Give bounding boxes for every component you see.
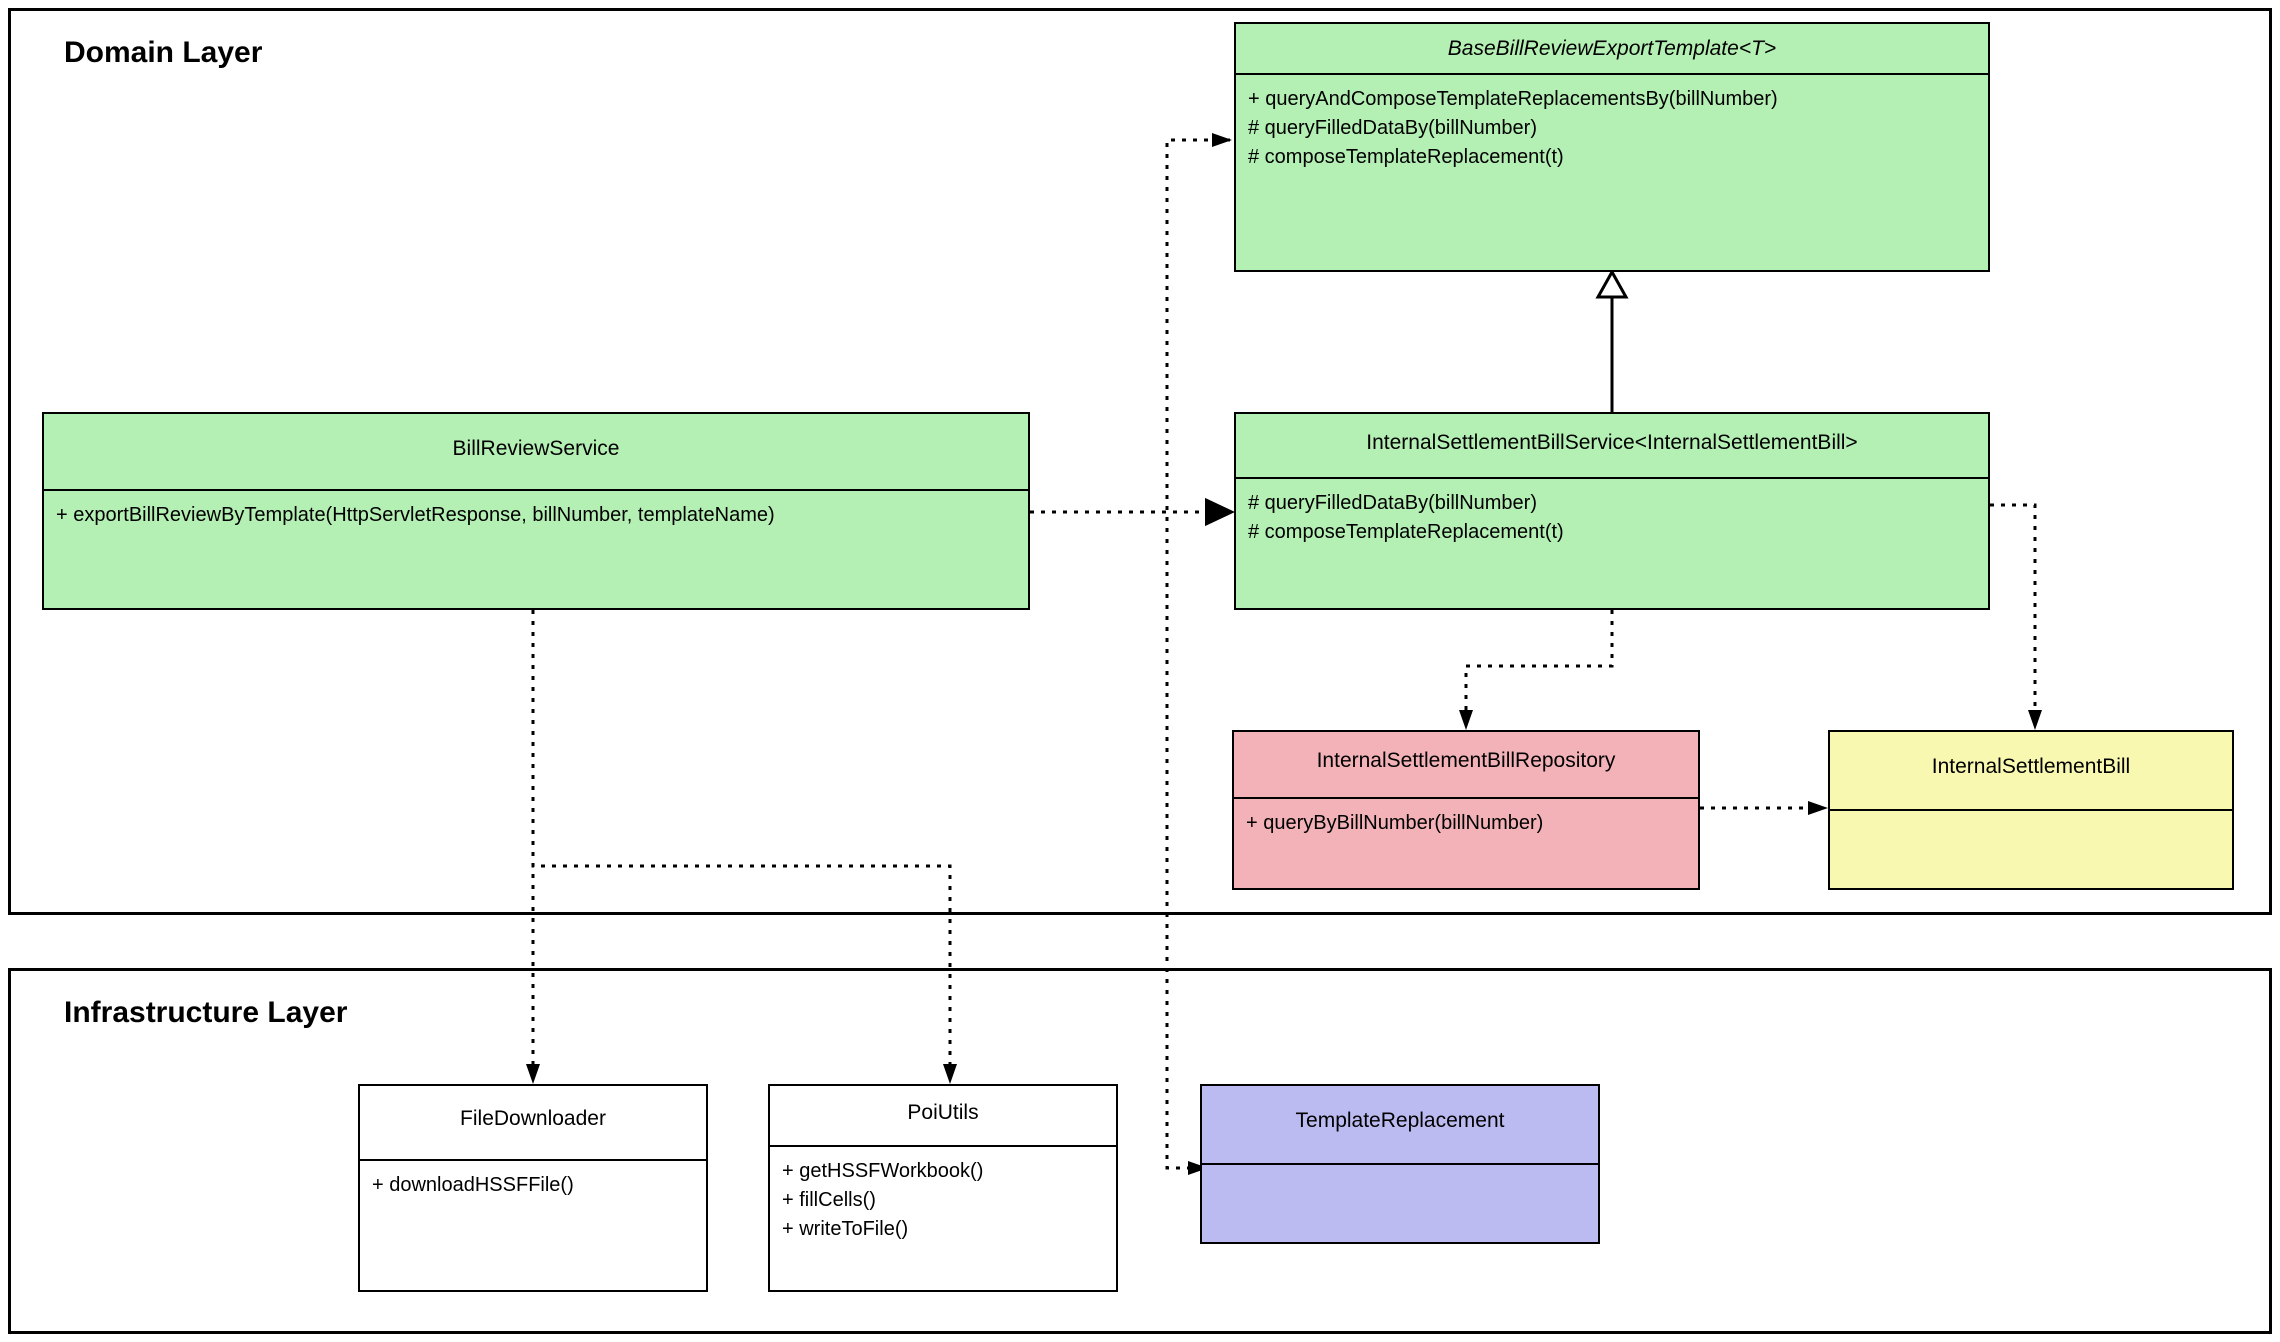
class-members	[1236, 75, 1988, 270]
class-title: PoiUtils	[907, 1101, 979, 1124]
class-internal-settlement-bill[interactable]	[1828, 730, 2234, 890]
class-title: BaseBillReviewExportTemplate<T>	[1447, 37, 1777, 60]
class-title: FileDownloader	[460, 1107, 606, 1130]
class-members	[1202, 1165, 1598, 1242]
class-template-replacement[interactable]	[1200, 1084, 1600, 1244]
class-poi-utils[interactable]	[768, 1084, 1118, 1292]
class-title: TemplateReplacement	[1295, 1109, 1505, 1132]
class-member: + downloadHSSFFile()	[372, 1174, 574, 1197]
class-member: # composeTemplateReplacement(t)	[1248, 521, 1564, 544]
class-title: BillReviewService	[452, 437, 620, 460]
class-file-downloader[interactable]	[358, 1084, 708, 1292]
layer-infrastructure	[8, 968, 2272, 1334]
layer-domain-title: Domain Layer	[64, 36, 263, 69]
class-members	[1830, 811, 2232, 888]
class-title: InternalSettlementBill	[1931, 755, 2131, 778]
class-members	[44, 491, 1028, 608]
class-member: + queryAndComposeTemplateReplacementsBy(billNumber)	[1248, 88, 1778, 111]
class-member: # composeTemplateReplacement(t)	[1248, 146, 1564, 169]
class-internal-settlement-bill-service[interactable]	[1234, 412, 1990, 610]
class-members	[1236, 479, 1988, 608]
layer-infrastructure-title: Infrastructure Layer	[64, 996, 348, 1029]
class-members	[360, 1161, 706, 1290]
class-members	[1234, 799, 1698, 888]
class-internal-settlement-bill-repository[interactable]	[1232, 730, 1700, 890]
class-member: + exportBillReviewByTemplate(HttpServletResponse, billNumber, templateName)	[56, 504, 775, 527]
class-title: InternalSettlementBillRepository	[1316, 749, 1616, 772]
class-base-bill-review-export-template[interactable]	[1234, 22, 1990, 272]
class-member: + getHSSFWorkbook()	[782, 1160, 984, 1183]
class-member: # queryFilledDataBy(billNumber)	[1248, 117, 1537, 140]
class-bill-review-service[interactable]	[42, 412, 1030, 610]
class-title: InternalSettlementBillService<InternalSettlementBill>	[1366, 431, 1858, 454]
class-members	[770, 1147, 1116, 1290]
class-member: + writeToFile()	[782, 1218, 909, 1241]
class-member: + queryByBillNumber(billNumber)	[1246, 812, 1544, 835]
class-member: # queryFilledDataBy(billNumber)	[1248, 492, 1537, 515]
class-member: + fillCells()	[782, 1189, 876, 1212]
